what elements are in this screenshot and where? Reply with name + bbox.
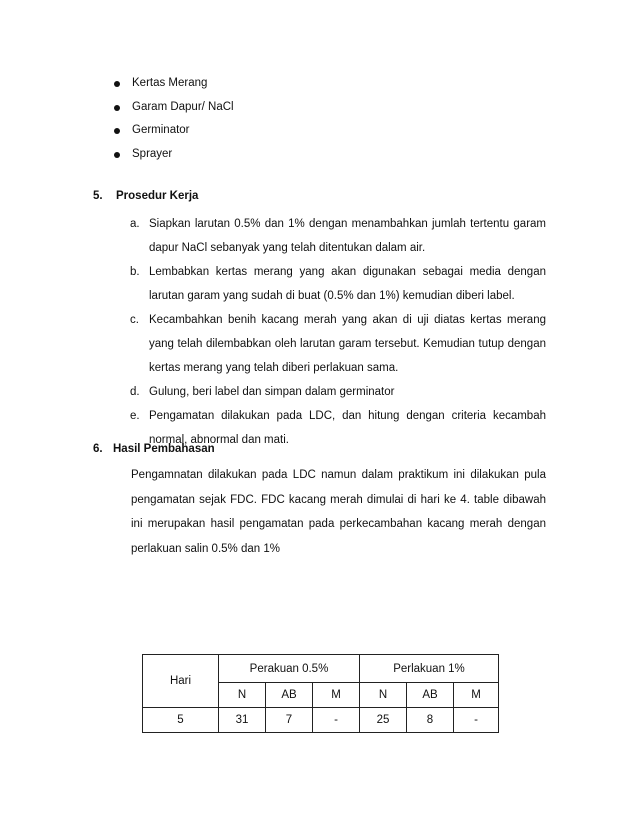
table-cell: - — [313, 708, 360, 733]
step-letter: c. — [130, 314, 139, 326]
list-item — [112, 100, 234, 124]
step-text: Pengamatan dilakukan pada LDC, dan hitung dengan criteria kecambah normal, abnormal dan mati. — [149, 410, 546, 446]
list-item — [112, 76, 234, 100]
list-item — [112, 123, 234, 147]
results-table — [142, 654, 499, 733]
procedure-steps — [130, 212, 546, 452]
table-cell: - — [454, 708, 499, 733]
section-number: 6. — [93, 443, 103, 455]
subheader-ab: AB — [407, 683, 454, 708]
list-item — [130, 308, 546, 380]
table-cell: 31 — [219, 708, 266, 733]
subheader-n: N — [360, 683, 407, 708]
hari-header: Hari — [143, 655, 219, 708]
section-5-heading — [93, 189, 198, 204]
bullet-icon — [114, 152, 120, 158]
results-paragraph: Pengamnatan dilakukan pada LDC namun dalam praktikum ini dilakukan pula pengamatan sejak FDC. FDC kacang merah dimulai di hari ke 4. table dibawah ini merupakan hasil pengamatan pada perkecambahan kacang merah dengan perlakuan salin 0.5% dan 1% — [131, 469, 546, 555]
group-header-1: Perlakuan 1% — [360, 655, 499, 683]
section-number: 5. — [93, 190, 103, 202]
subheader-ab: AB — [266, 683, 313, 708]
table-cell: 5 — [143, 708, 219, 733]
table-cell: 7 — [266, 708, 313, 733]
bullet-icon — [114, 128, 120, 134]
step-text: Siapkan larutan 0.5% dan 1% dengan menambahkan jumlah tertentu garam dapur NaCl sebanyak yang telah ditentukan dalam air. — [149, 218, 546, 254]
bullet-icon — [114, 105, 120, 111]
step-text: Kecambahkan benih kacang merah yang akan di uji diatas kertas merang yang telah dilembabkan oleh larutan garam tersebut. Kemudian tutup dengan kertas merang yang telah diberi perlakuan sama. — [149, 314, 546, 374]
list-item — [130, 380, 546, 404]
subheader-m: M — [454, 683, 499, 708]
table-cell: 25 — [360, 708, 407, 733]
step-letter: b. — [130, 266, 140, 278]
list-item — [130, 260, 546, 308]
material-label: Garam Dapur/ NaCl — [132, 100, 234, 113]
table-row — [143, 708, 499, 733]
list-item — [112, 147, 234, 171]
subheader-m: M — [313, 683, 360, 708]
step-text: Gulung, beri label dan simpan dalam germinator — [149, 386, 395, 398]
list-item — [130, 212, 546, 260]
material-label: Germinator — [132, 124, 190, 136]
step-letter: d. — [130, 386, 140, 398]
materials-list — [112, 76, 234, 170]
material-label: Sprayer — [132, 147, 173, 160]
section-6-heading — [93, 442, 215, 457]
bullet-icon — [114, 81, 120, 87]
section-title: Hasil Pembahasan — [113, 443, 215, 455]
group-header-0-5: Perakuan 0.5% — [219, 655, 360, 683]
step-letter: e. — [130, 410, 140, 422]
step-text: Lembabkan kertas merang yang akan digunakan sebagai media dengan larutan garam yang sudah di buat (0.5% dan 1%) kemudian diberi label. — [149, 266, 546, 302]
step-letter: a. — [130, 218, 140, 230]
table-cell: 8 — [407, 708, 454, 733]
section-title: Prosedur Kerja — [116, 190, 199, 202]
material-label: Kertas Merang — [132, 77, 208, 89]
subheader-n: N — [219, 683, 266, 708]
